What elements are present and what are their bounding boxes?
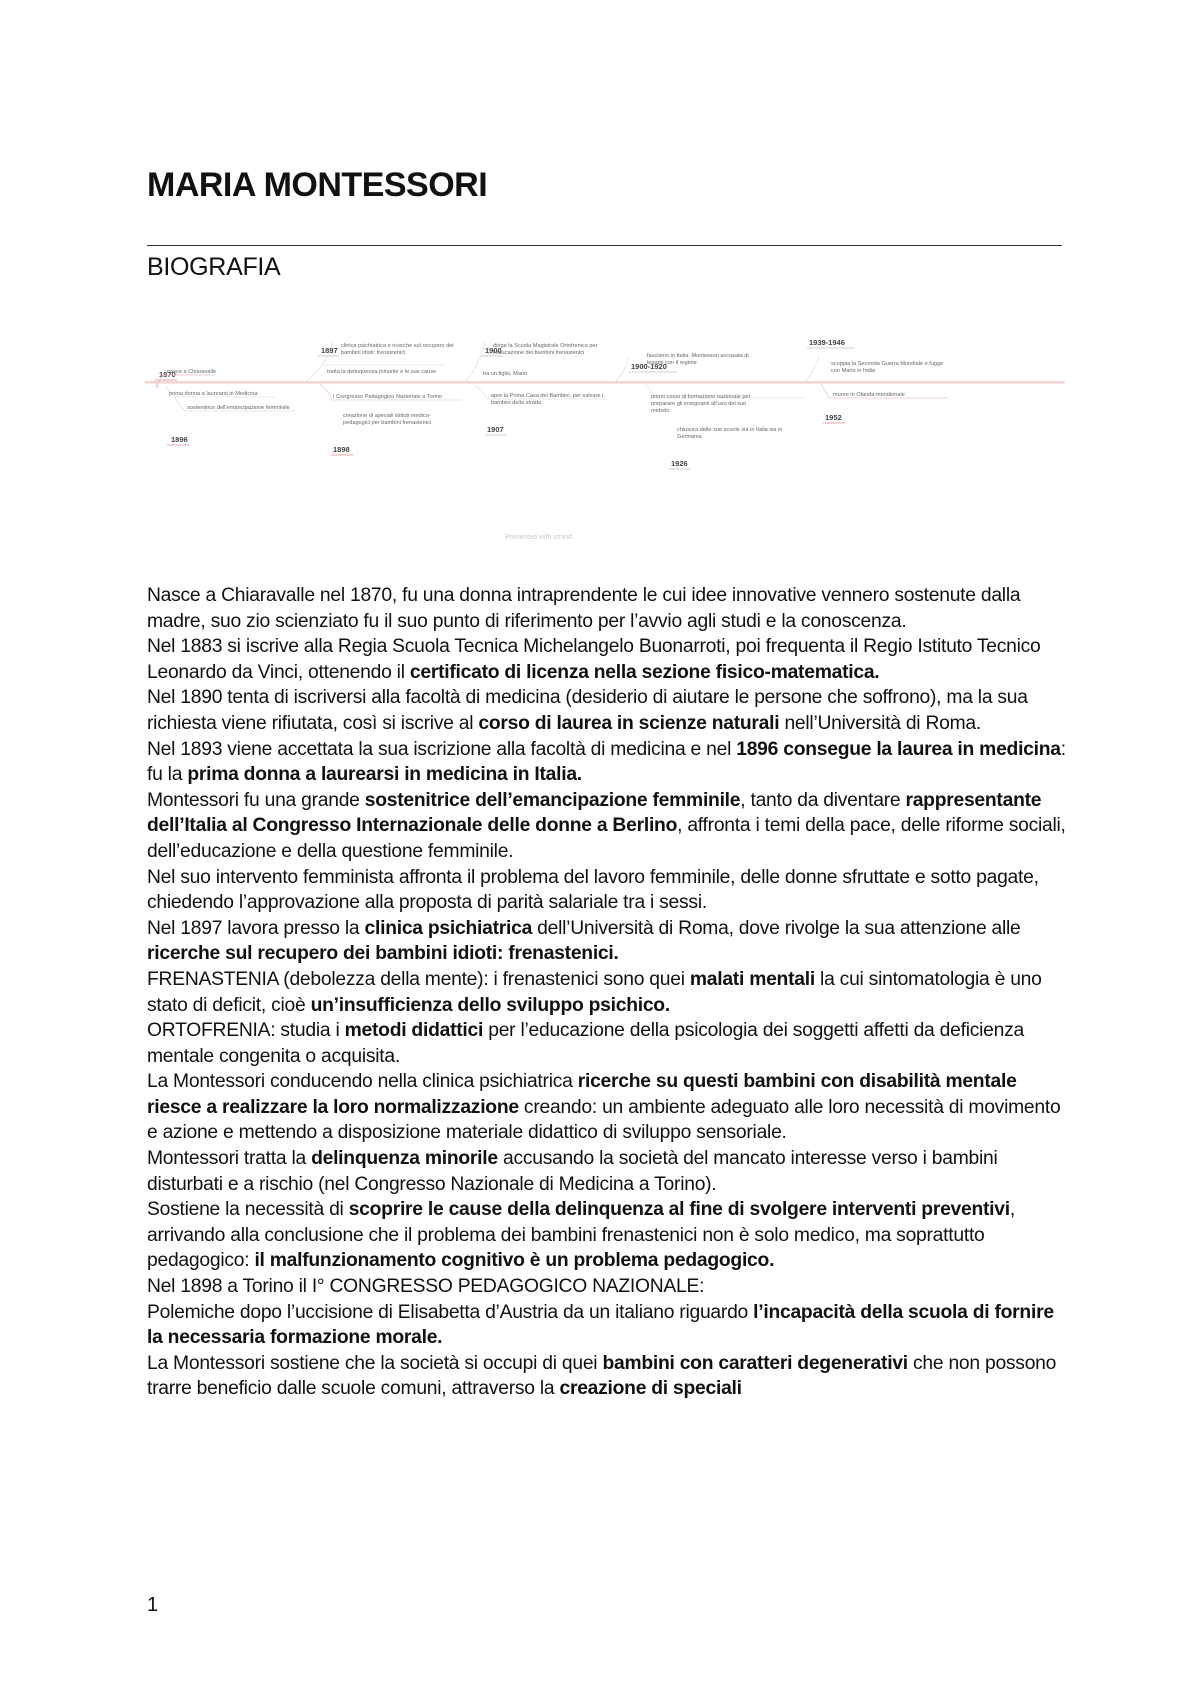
text-run: la cui sintomatologia è uno stato di deficit, cioè <box>147 968 1042 1016</box>
text-run: Montessori fu una grande <box>147 789 365 811</box>
text-run: Nel suo intervento femminista affronta il problema del lavoro femminile, delle donne sfruttate e sotto pagate, chiedendo l’approvazione alla proposta di parità salariale tra i sessi. <box>147 866 1039 914</box>
year-1896-label: 1896 <box>171 435 188 444</box>
text-run: Sostiene la necessità di <box>147 1199 349 1221</box>
event-clinic-line1: clinica psichiatrica e ricerche sul recupero dei <box>341 343 454 349</box>
event-death: muore in Olanda meridionale <box>833 392 905 398</box>
event-course-line2: preparare gli insegnanti all'uso del suo <box>651 401 747 407</box>
event-schools-line2: pedagogici per bambini frenastenici <box>343 420 432 426</box>
timeline-node-1897 <box>305 342 462 455</box>
text-run: , tanto da diventare <box>740 789 906 811</box>
text-run: , affronta i temi della pace, delle riforme sociali, dell’educazione e della questione femminile. <box>147 815 1066 862</box>
paragraph <box>147 1018 1067 1069</box>
text-run: per l’educazione della psicologia dei soggetti affetti da deficienza mentale congenita o acquisita. <box>147 1020 1024 1067</box>
event-closure-line1: chiusura delle sue scuole sia in Italia sia in <box>677 427 783 433</box>
event-congress: I Congresso Pedagogico Nazionale a Torino <box>333 394 443 400</box>
bold-run: clinica psichiatrica <box>364 917 533 939</box>
text-run: ORTOFRENIA: studia i <box>147 1020 345 1042</box>
event-casa-bambini-line2: bambini della strada <box>491 400 542 406</box>
year-1870-label: 1870 <box>159 370 176 379</box>
timeline-mindmap <box>145 335 1065 550</box>
text-run: , arrivando alla conclusione che il problema dei bambini frenastenici non è solo medico, ma soprattutto pedagogico: <box>147 1199 1015 1272</box>
year-1897-label: 1897 <box>321 346 338 355</box>
text-run: Montessori tratta la <box>147 1148 312 1170</box>
paragraph <box>147 967 1067 1018</box>
text-run: La Montessori conducendo nella clinica psichiatrica <box>147 1071 578 1093</box>
event-course-line1: primo corso di formazione nazionale per <box>651 394 751 400</box>
timeline-node-1900 <box>465 342 607 435</box>
event-fascism-line2: legami con il regime <box>647 360 697 366</box>
text-run: FRENASTENIA (debolezza della mente): i frenastenici sono quei <box>147 968 690 990</box>
bold-run: scoprire le cause della delinquenza al fine di svolgere interventi preventivi <box>348 1199 1010 1221</box>
paragraph <box>147 1146 1067 1197</box>
text-run: Nel 1898 a Torino il I° CONGRESSO PEDAGOGICO NAZIONALE: <box>147 1276 705 1298</box>
bold-run: metodi didattici <box>344 1020 484 1042</box>
text-run: Nel 1883 si iscrive alla Regia Scuola Tecnica Michelangelo Buonarroti, poi frequenta il Regio Istituto Tecnico Leonardo da Vinci, ottenendo il <box>147 636 1041 683</box>
xmind-footer: Presented with xmind <box>505 534 572 541</box>
event-birth: nasce a Chiaravalle <box>167 369 217 375</box>
text-run: accusando la società del mancato interesse verso i bambini disturbati e a rischio (nel Congresso Nazionale di Medicina a Torino). <box>147 1148 998 1195</box>
paragraph <box>147 788 1067 865</box>
event-course-line3: metodo <box>651 408 670 414</box>
bold-run: ricerche sul recupero dei bambini idioti: frenastenici. <box>147 943 619 965</box>
paragraph <box>147 1351 1067 1402</box>
page-number: 1 <box>147 1594 159 1616</box>
text-run: nell’Università di Roma. <box>779 712 981 734</box>
year-1952-label: 1952 <box>825 413 842 422</box>
text-run: Nel 1893 viene accettata la sua iscrizione alla facoltà di medicina e nel <box>147 738 737 760</box>
text-run: Nasce a Chiaravalle nel 1870, fu una donna intraprendente le cui idee innovative vennero sostenute dalla madre, suo zio scienziato fu il suo punto di riferimento per l’avvio agli studi e la conoscenza. <box>147 585 1021 632</box>
bold-run: sostenitrice dell’emancipazione femminile <box>364 789 741 811</box>
text-run: dell’Università di Roma, dove rivolge la sua attenzione alle <box>532 917 1021 939</box>
text-run: Nel 1890 tenta di iscriversi alla facoltà di medicina (desiderio di aiutare le persone che soffrono), ma la sua richiesta viene rifiutata, così si iscrive al <box>147 687 1028 734</box>
paragraph <box>147 685 1067 736</box>
bold-run: un’insufficienza dello sviluppo psichico. <box>310 994 670 1016</box>
year-1907-label: 1907 <box>487 425 504 434</box>
bold-run: ricerche su questi bambini con disabilità mentale riesce a realizzare la loro normalizzazione <box>147 1071 1017 1118</box>
timeline-node-1870 <box>155 369 295 445</box>
event-first-woman-doctor: prima donna a laurearsi in Medicina <box>169 391 258 397</box>
year-1926-label: 1926 <box>671 459 688 468</box>
bold-run: corso di laurea in scienze naturali <box>478 712 780 734</box>
text-run: Polemiche dopo l’uccisione di Elisabetta d’Austria da un italiano riguardo <box>147 1301 754 1323</box>
event-son-mario: ha un figlio, Mario <box>483 371 528 377</box>
event-emancipation: sostenitrice dell'emancipazione femminile <box>187 405 290 411</box>
page-title: MARIA MONTESSORI <box>147 166 488 204</box>
bold-run: creazione di speciali <box>559 1378 742 1400</box>
text-run: Nel 1897 lavora presso la <box>147 917 365 939</box>
event-ortho-school-line2: l'educazione dei bambini frenastenici <box>493 350 585 356</box>
timeline-node-1920 <box>615 353 805 469</box>
paragraph <box>147 1197 1067 1274</box>
paragraph <box>147 634 1067 685</box>
text-run: creando: un ambiente adeguato alle loro necessità di movimento e azione e mettendo a disposizione materiale didattico di sviluppo sensoriale. <box>147 1096 1061 1144</box>
text-run: che non possono trarre beneficio dalle scuole comuni, attraverso la <box>147 1352 1057 1400</box>
event-clinic-line2: bambini idioti: frenastenici <box>341 350 406 356</box>
text-run: La Montessori sostiene che la società si occupi di quei <box>147 1352 603 1374</box>
title-divider <box>147 245 1062 246</box>
bold-run: certificato di licenza nella sezione fisico-matematica. <box>409 661 880 683</box>
paragraph <box>147 865 1067 916</box>
bold-run: 1896 consegue la laurea in medicina <box>736 738 1061 760</box>
biography-text <box>147 583 1067 1402</box>
paragraph <box>147 916 1067 967</box>
event-closure-line2: Germania <box>677 434 702 440</box>
year-1900-label: 1900 <box>485 346 502 355</box>
bold-run: il malfunzionamento cognitivo è un problema pedagogico. <box>254 1250 775 1272</box>
year-1900-1920-label: 1900-1920 <box>631 362 667 371</box>
paragraph <box>147 1069 1067 1146</box>
bold-run: delinquenza minorile <box>311 1148 498 1170</box>
event-delinquency: tratta la delinquenza minorile e le sue cause <box>327 369 437 375</box>
bold-run: rappresentante dell’Italia al Congresso Internazionale delle donne a Berlino <box>147 789 1042 837</box>
timeline-node-1946 <box>805 338 949 423</box>
year-1898-label: 1898 <box>333 445 350 454</box>
year-1939-1946-label: 1939-1946 <box>809 338 845 347</box>
bold-run: bambini con caratteri degenerativi <box>602 1352 908 1374</box>
section-heading: BIOGRAFIA <box>147 253 281 281</box>
event-war-line1: scoppia la Seconda Guerra Mondiale e fugge <box>831 361 944 367</box>
event-casa-bambini-line1: apre la Prima Casa dei Bambini, per salvare i <box>491 393 604 399</box>
event-ortho-school-line1: dirige la Scuola Magistrale Ortofrenica per <box>493 343 598 349</box>
paragraph <box>147 737 1067 788</box>
paragraph <box>147 583 1067 634</box>
paragraph <box>147 1274 1067 1300</box>
paragraph <box>147 1300 1067 1351</box>
bold-run: l’incapacità della scuola di fornire la necessaria formazione morale. <box>147 1301 1054 1349</box>
event-war-line2: con Mario in India <box>831 368 876 374</box>
bold-run: malati mentali <box>689 968 815 990</box>
text-run: : fu la <box>147 738 1066 786</box>
event-fascism-line1: fascismo in Italia: Montessori accusata di <box>647 353 749 359</box>
event-schools-line1: creazione di speciali istituti medico- <box>343 413 431 419</box>
bold-run: prima donna a laurearsi in medicina in Italia. <box>187 764 582 786</box>
